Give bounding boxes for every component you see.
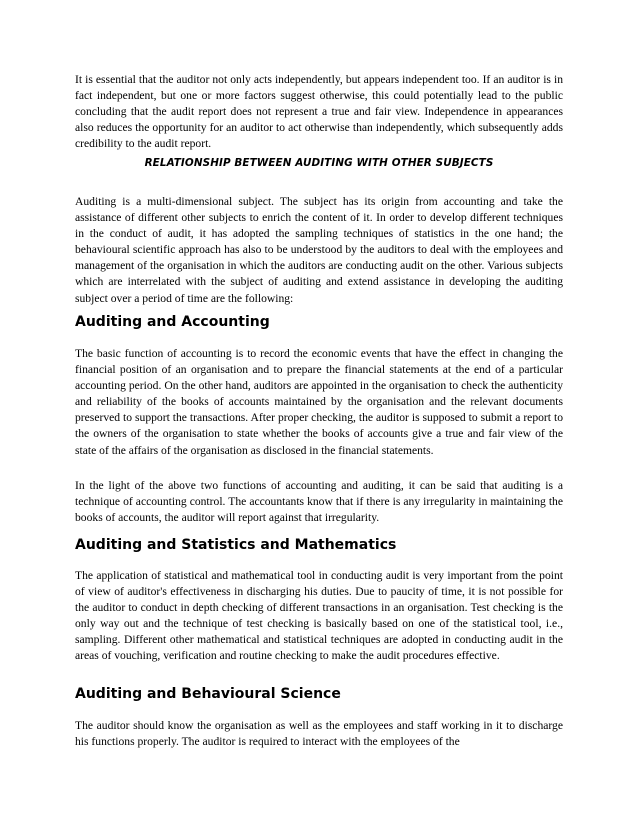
- relationship-title-block: [75, 157, 563, 169]
- behavioural-heading-block: [75, 685, 563, 703]
- accounting-section: [75, 346, 563, 459]
- behavioural-heading: Auditing and Behavioural Science: [75, 686, 341, 702]
- accounting-heading-block: [75, 313, 563, 331]
- statistics-heading-block: [75, 536, 563, 554]
- statistics-paragraph: The application of statistical and mathematical tool in conducting audit is very important from the point of view of auditor's effectiveness in discharging his duties. Due to paucity of time, it is not possible for the auditor to conduct in depth checking of different transactions in an organisation. Test checking is the only way out and the technique of test checking is basically based on one of the statistical tool, i.e., sampling. Different other mathematical and statistical techniques are adopted in conducting audit in the areas of vouching, verification and routine checking to make the audit procedures effective.: [75, 569, 563, 663]
- statistics-section: [75, 568, 563, 665]
- accounting-paragraph-2: In the light of the above two functions of accounting and auditing, it can be said that auditing is a technique of accounting control. The accountants know that if there is any irregularity in maintaining the books of accounts, the auditor will report against that irregularity.: [75, 479, 563, 525]
- behavioural-section: [75, 718, 563, 750]
- statistics-heading: Auditing and Statistics and Mathematics: [75, 537, 397, 553]
- intro-paragraph: It is essential that the auditor not only acts independently, but appears independent too. If an auditor is in fact independent, but one or more factors suggest otherwise, this could potentially lead to the public concluding that the audit report does not represent a true and fair view. Independence in appearances also reduces the opportunity for an auditor to act otherwise than independently, which subsequently adds credibility to the audit report.: [75, 73, 563, 151]
- relationship-paragraph: Auditing is a multi-dimensional subject. The subject has its origin from accounting and take the assistance of different other subjects to enrich the content of it. In order to develop different techniques in the conduct of audit, it has adopted the sampling techniques of statistics in the one hand; the behavioural scientific approach has also to be understood by the auditors to deal with the employees and management of the organisation in which the auditors are conducting audit on the other. Various subjects which are interrelated with the subject of auditing and extend assistance in developing the auditing subject over a period of time are the following:: [75, 195, 563, 305]
- behavioural-paragraph: The auditor should know the organisation as well as the employees and staff working in it to discharge his functions properly. The auditor is required to interact with the employees of the: [75, 719, 563, 749]
- accounting-heading: Auditing and Accounting: [75, 314, 270, 330]
- relationship-section: [75, 194, 563, 307]
- intro-section: [75, 72, 563, 152]
- section-title: RELATIONSHIP BETWEEN AUDITING WITH OTHER SUBJECTS: [144, 157, 494, 169]
- accounting-section-2: [75, 478, 563, 526]
- accounting-paragraph-1: The basic function of accounting is to record the economic events that have the effect in changing the financial position of an organisation and to prepare the financial statements at the end of a particular accounting period. On the other hand, auditors are appointed in the organisation to check the authenticity and reliability of the books of accounts maintained by the organisation and the relevant documents preserved to support the transactions. After proper checking, the auditor is supposed to submit a report to the owners of the organisation to state whether the books of accounts give a true and fair view of the state of the affairs of the organisation as disclosed in the financial statements.: [75, 347, 563, 457]
